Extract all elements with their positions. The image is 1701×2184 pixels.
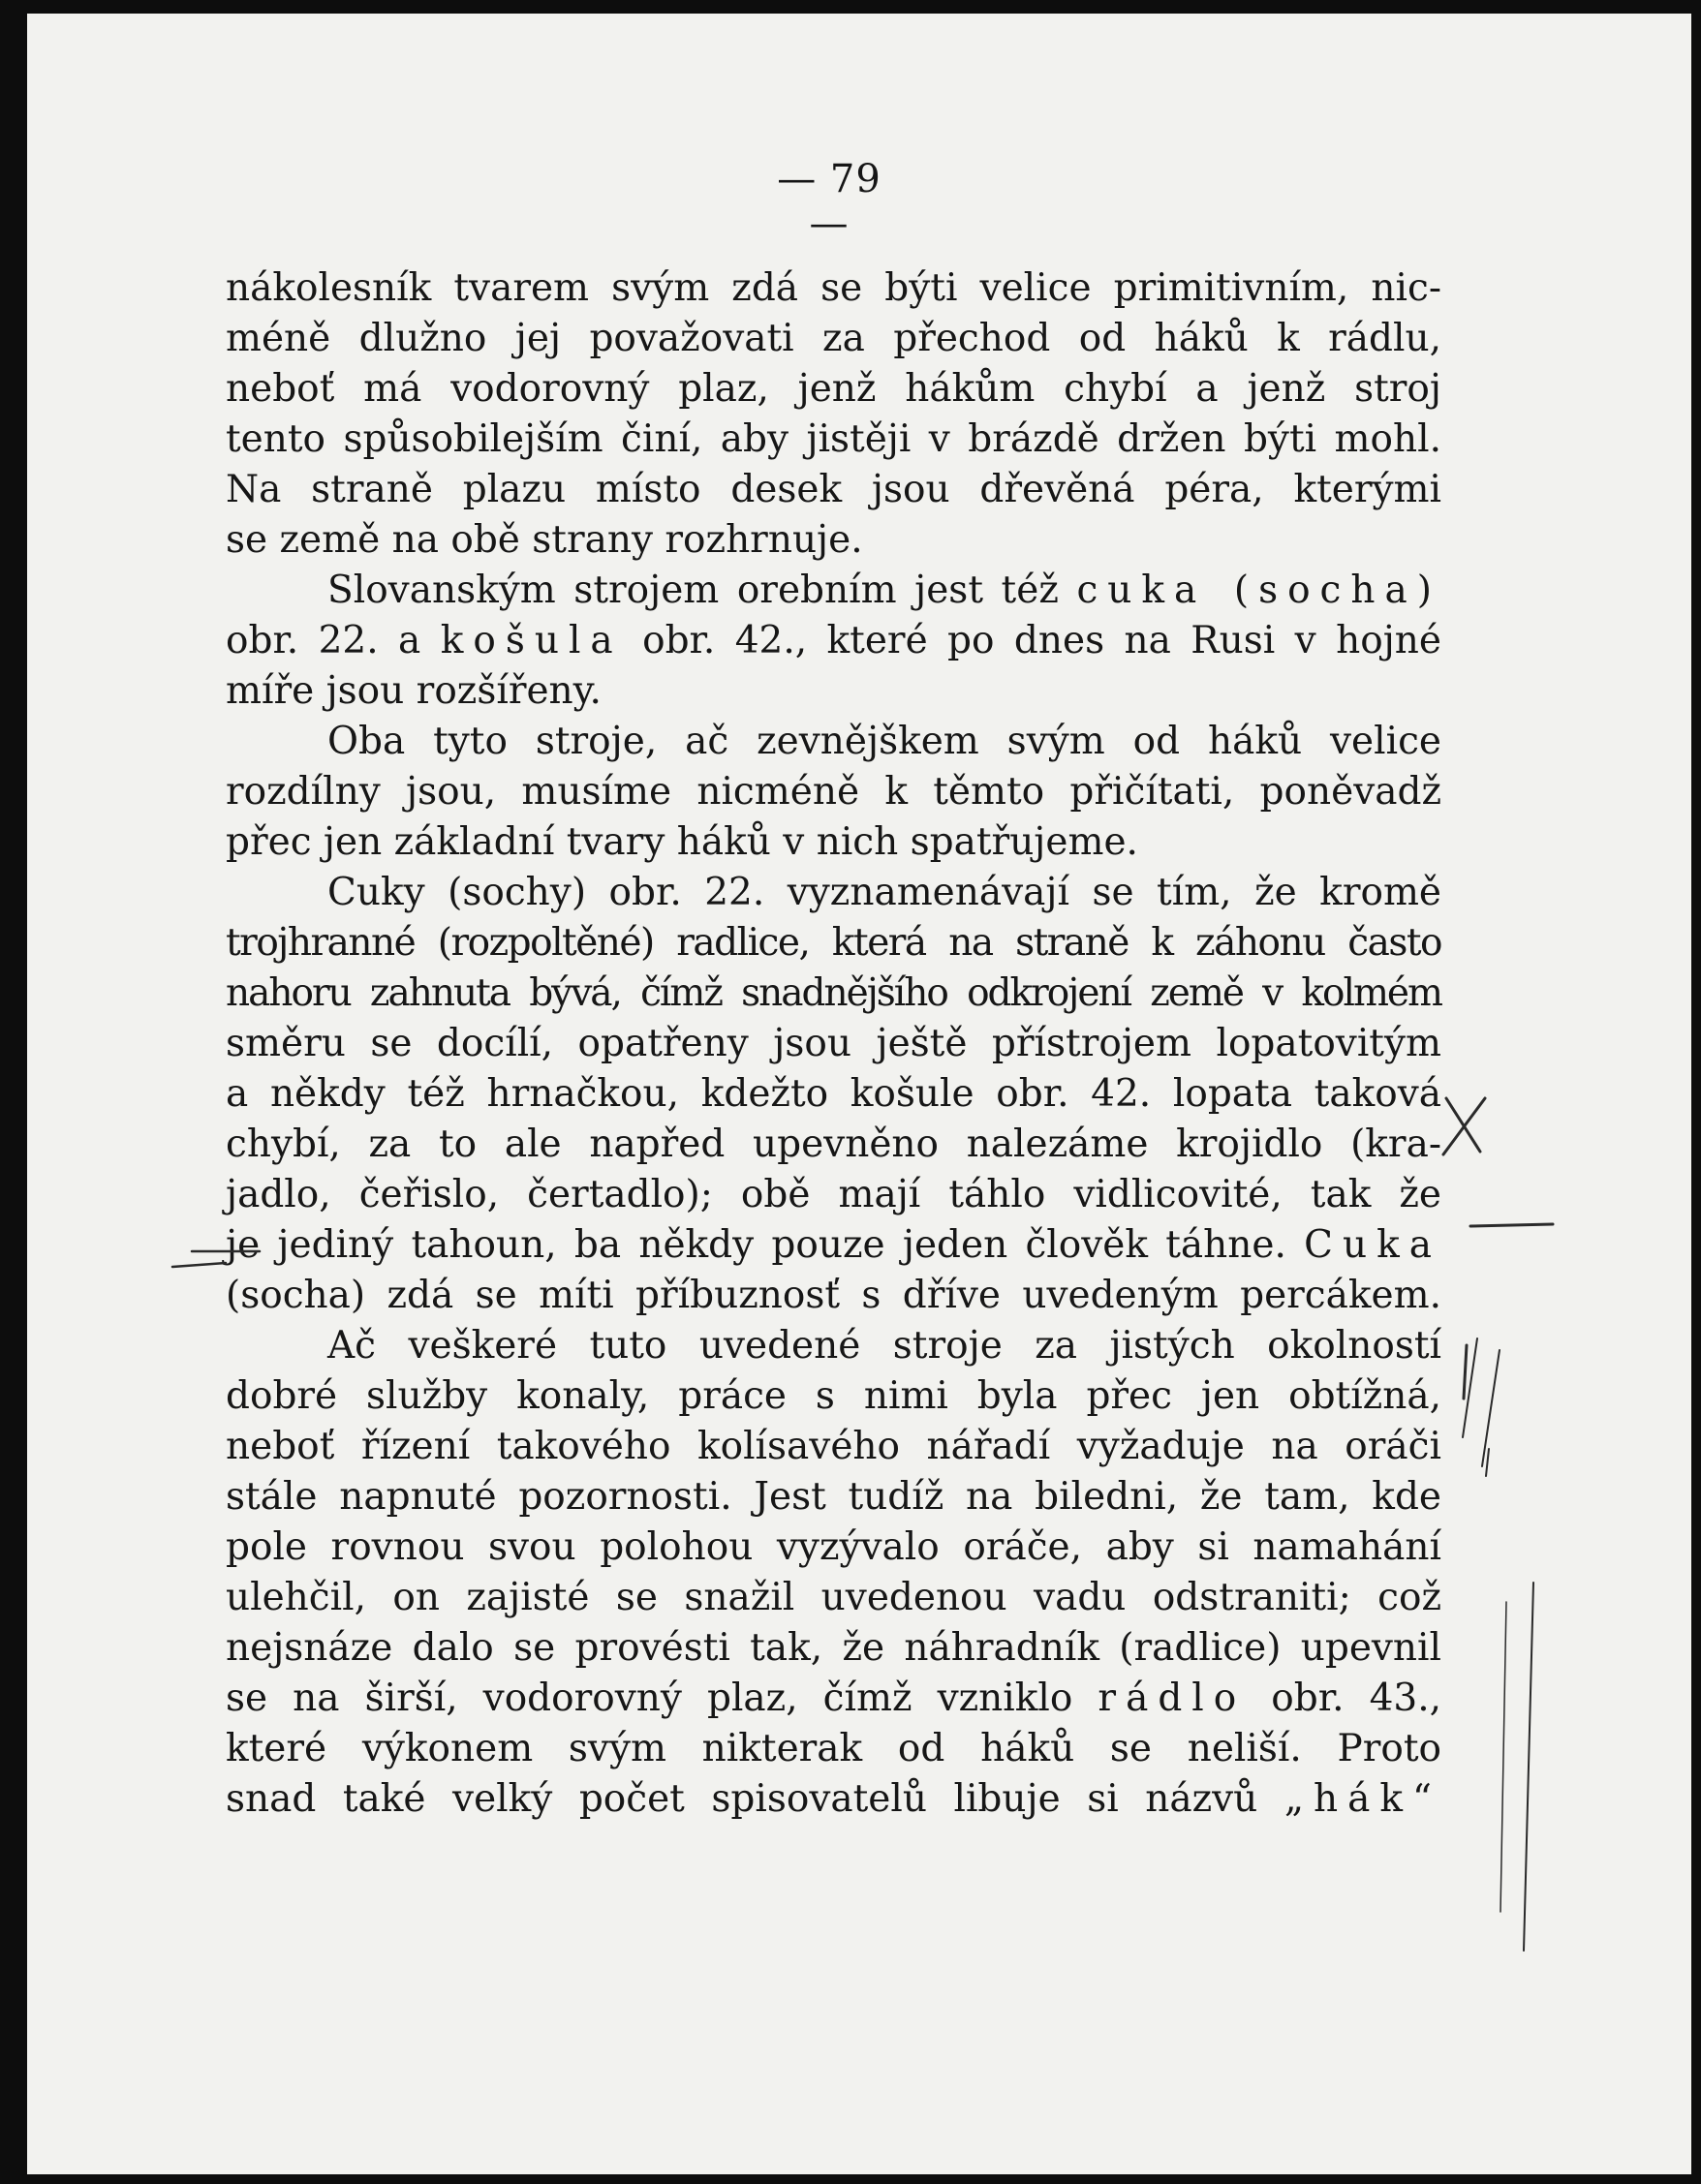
text-line: trojhranné (rozpoltěné) radlice, která na straně k záhonu často [226,921,1441,965]
text-line: Cuky (sochy) obr. 22. vyznamenávají se tím, že kromě [327,871,1441,914]
pencil-x-mark-icon [1443,1098,1485,1154]
text-line: Slovanským strojem orebním jest též cuka (socha) [327,569,1441,612]
text-line: přec jen základní tvary háků v nich spatřujeme. [226,820,1138,864]
text-line: Na straně plazu místo desek jsou dřevěná péra, kterými [226,468,1441,511]
spaced-term: Cuka [1304,1223,1441,1267]
pencil-tick-mark [1486,1449,1489,1476]
text-line: je jediný tahoun, ba někdy pouze jeden člověk táhne. Cuka [226,1223,1441,1267]
text-line: dobré služby konaly, práce s nimi byla přec jen obtížná, [226,1374,1441,1418]
spaced-term: rádlo [1098,1676,1247,1720]
text-line: směru se docílí, opatřeny jsou ještě přístrojem lopatovitým [226,1022,1441,1065]
pencil-dash-mark [1470,1224,1553,1226]
text-line: míře jsou rozšířeny. [226,669,602,713]
spaced-term: „hák“ [1283,1777,1441,1821]
text-line: (socha) zdá se míti příbuznosť s dříve uvedeným percákem. [226,1274,1441,1317]
text-line: méně dlužno jej považovati za přechod od háků k rádlu, [226,317,1441,360]
text-line: se země na obě strany rozhrnuje. [226,518,863,562]
pencil-long-line [1500,1602,1506,1912]
text-line: ulehčil, on zajisté se snažil uvedenou vadu odstraniti; což [226,1576,1441,1619]
text-line: rozdílny jsou, musíme nicméně k těmto přičítati, poněvadž [226,770,1441,814]
text-line: neboť řízení takového kolísavého nářadí vyžaduje na oráči [226,1425,1441,1468]
pencil-tick-mark [1482,1350,1500,1466]
text-line: pole rovnou svou polohou vyzývalo oráče, aby si namahání [226,1525,1441,1569]
spaced-term: košula [440,619,623,662]
text-line: Oba tyto stroje, ač zevnějškem svým od háků velice [327,720,1441,763]
text-line: stále napnuté pozornosti. Jest tudíž na biledni, že tam, kde [226,1475,1441,1519]
text-line: obr. 22. a košula obr. 42., které po dnes na Rusi v hojné [226,619,1441,662]
page-number: — 79 — [777,157,881,246]
pencil-tick-mark [1464,1345,1467,1399]
text-line: se na širší, vodorovný plaz, čímž vzniklo rádlo obr. 43., [226,1676,1441,1720]
text-line: Ač veškeré tuto uvedené stroje za jistých okolností [327,1324,1441,1368]
text-line: a někdy též hrnačkou, kdežto košule obr. 42. lopata taková [226,1072,1441,1116]
pencil-long-line [1524,1583,1533,1951]
spaced-term: cuka (socha) [1076,569,1441,612]
text-line: nákolesník tvarem svým zdá se býti velice primitivním, nic- [226,266,1441,310]
pencil-underline [172,1263,226,1267]
text-line: nejsnáze dalo se provésti tak, že náhradník (radlice) upevnil [226,1626,1441,1670]
pencil-annotations [27,14,1691,2174]
text-line: které výkonem svým nikterak od háků se neliší. Proto [226,1727,1441,1770]
text-line: jadlo, čeřislo, čertadlo); obě mají táhlo vidlicovité, tak že [226,1173,1441,1216]
text-line: neboť má vodorovný plaz, jenž hákům chybí a jenž stroj [226,367,1441,411]
text-line: tento spůsobilejším činí, aby jistěji v brázdě držen býti mohl. [226,417,1441,461]
page-sheet [27,14,1691,2174]
text-line: nahoru zahnuta bývá, čímž snadnějšího odkrojení země v kolmém [226,971,1441,1015]
text-line: chybí, za to ale napřed upevněno nalezáme krojidlo (kra- [226,1123,1441,1166]
text-line: snad také velký počet spisovatelů libuje si názvů „hák“ [226,1777,1441,1821]
